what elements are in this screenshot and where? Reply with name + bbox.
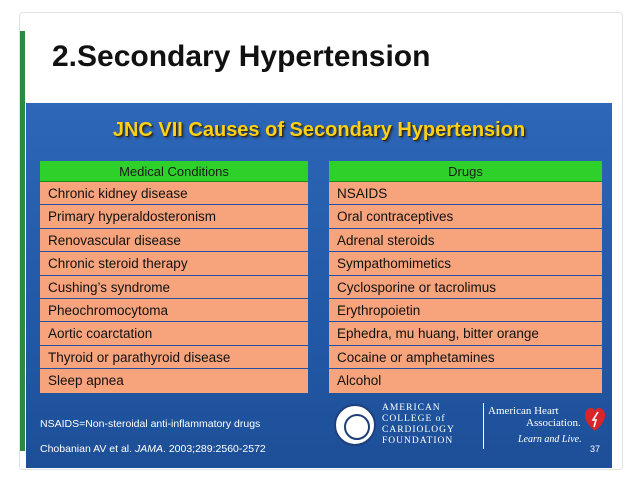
medical-condition-row: Thyroid or parathyroid disease: [40, 346, 308, 369]
medical-conditions-table: [40, 161, 308, 393]
medical-condition-row: Cushing’s syndrome: [40, 276, 308, 299]
citation-footnote: [40, 443, 266, 455]
acc-logo-line: AMERICAN: [382, 403, 441, 413]
acc-foundation-logo: [334, 401, 474, 451]
drug-row: Oral contraceptives: [329, 205, 602, 228]
citation-details: . 2003;289:2560-2572: [162, 443, 266, 455]
drug-row: Erythropoietin: [329, 299, 602, 322]
drug-row: Alcohol: [329, 369, 602, 392]
aha-logo-line: American Heart: [488, 405, 559, 417]
aha-logo-line: Association.: [526, 417, 581, 429]
drugs-header: Drugs: [329, 161, 602, 182]
acc-logo-text: [382, 403, 474, 447]
medical-conditions-header: Medical Conditions: [40, 161, 308, 182]
medical-condition-row: Pheochromocytoma: [40, 299, 308, 322]
medical-condition-row: Renovascular disease: [40, 229, 308, 252]
drug-row: Sympathomimetics: [329, 252, 602, 275]
drug-row: NSAIDS: [329, 182, 602, 205]
content-panel: [26, 103, 612, 468]
acc-seal-icon: [334, 404, 376, 446]
drug-row: Cyclosporine or tacrolimus: [329, 276, 602, 299]
aha-tagline: Learn and Live.: [518, 434, 582, 445]
aha-logo-name: [488, 405, 581, 429]
medical-condition-row: Sleep apnea: [40, 369, 308, 392]
logo-divider: [483, 403, 484, 449]
page-number: 37: [589, 444, 600, 454]
drug-row: Ephedra, mu huang, bitter orange: [329, 322, 602, 345]
acc-logo-line: COLLEGE of: [382, 414, 446, 424]
citation-authors: Chobanian AV et al.: [40, 443, 135, 455]
accent-bar: [20, 31, 25, 451]
abbreviation-footnote: NSAIDS=Non-steroidal anti-inflammatory drugs: [40, 418, 261, 430]
medical-condition-row: Aortic coarctation: [40, 322, 308, 345]
panel-title: JNC VII Causes of Secondary Hypertension: [112, 119, 526, 141]
drug-row: Cocaine or amphetamines: [329, 346, 602, 369]
acc-logo-line: FOUNDATION: [382, 436, 454, 446]
citation-journal: JAMA: [134, 443, 163, 455]
heart-torch-icon: [584, 407, 606, 433]
medical-condition-row: Chronic kidney disease: [40, 182, 308, 205]
medical-condition-row: Chronic steroid therapy: [40, 252, 308, 275]
drug-row: Adrenal steroids: [329, 229, 602, 252]
drugs-table: [329, 161, 602, 393]
acc-logo-line: CARDIOLOGY: [382, 425, 455, 435]
slide-heading: 2.Secondary Hypertension: [52, 40, 431, 73]
medical-condition-row: Primary hyperaldosteronism: [40, 205, 308, 228]
